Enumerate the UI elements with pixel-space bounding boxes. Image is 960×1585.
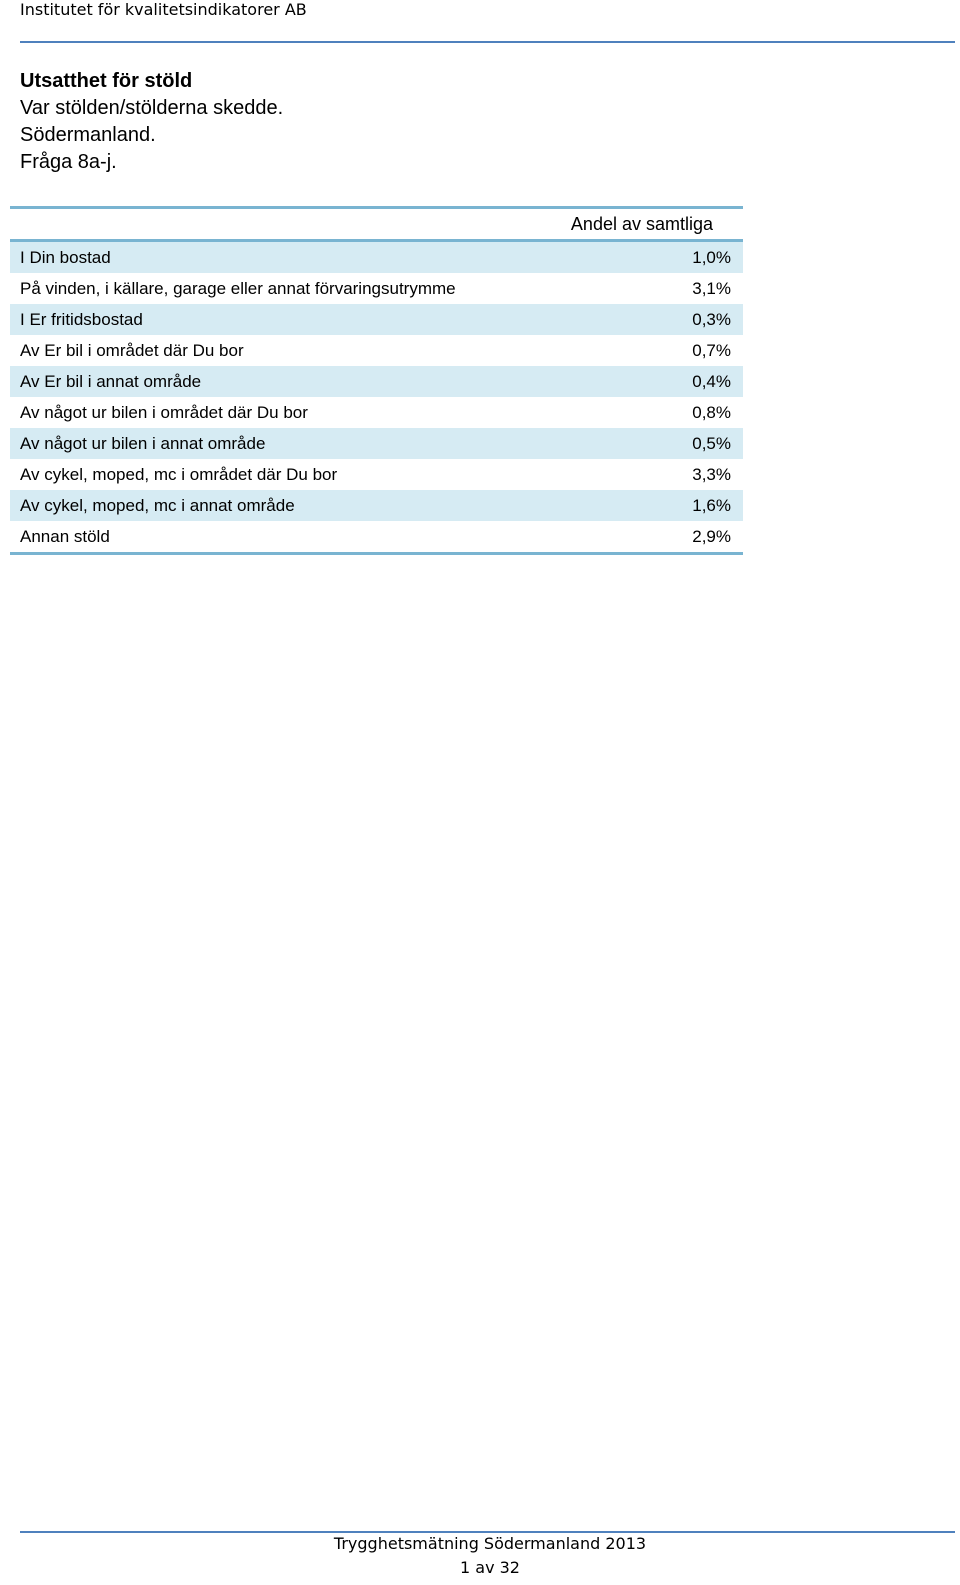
report-title: Utsatthet för stöld xyxy=(20,70,193,92)
row-value: 0,8% xyxy=(692,402,731,422)
table-row xyxy=(10,304,743,335)
report-question: Fråga 8a-j. xyxy=(20,151,117,173)
page-header: Institutet för kvalitetsindikatorer AB xyxy=(20,0,307,19)
table-header xyxy=(10,209,743,242)
results-table xyxy=(10,206,743,555)
row-label: På vinden, i källare, garage eller annat förvaringsutrymme xyxy=(20,278,456,298)
row-label: Av cykel, moped, mc i området där Du bor xyxy=(20,464,338,484)
row-label: Av något ur bilen i området där Du bor xyxy=(20,402,308,422)
table-row xyxy=(10,335,743,366)
row-label: Av cykel, moped, mc i annat område xyxy=(20,495,295,515)
row-value: 1,6% xyxy=(692,495,731,515)
report-subtitle: Var stölden/stölderna skedde. xyxy=(20,97,284,119)
row-label: Av Er bil i annat område xyxy=(20,371,202,391)
column-header: Andel av samtliga xyxy=(570,213,713,234)
row-label: Av Er bil i området där Du bor xyxy=(20,340,244,360)
title-block xyxy=(20,68,283,176)
row-label: I Din bostad xyxy=(20,247,111,267)
table-row xyxy=(10,459,743,490)
footer-title: Trygghetsmätning Södermanland 2013 xyxy=(333,1534,647,1553)
table-row xyxy=(10,521,743,552)
row-value: 2,9% xyxy=(692,526,731,546)
table-row xyxy=(10,273,743,304)
row-label: I Er fritidsbostad xyxy=(20,309,143,329)
row-value: 0,4% xyxy=(692,371,731,391)
row-value: 0,7% xyxy=(692,340,731,360)
table-row xyxy=(10,428,743,459)
report-region: Södermanland. xyxy=(20,124,156,146)
table-row xyxy=(10,490,743,521)
row-value: 0,3% xyxy=(692,309,731,329)
table-row xyxy=(10,242,743,273)
row-label: Av något ur bilen i annat område xyxy=(20,433,266,453)
row-value: 0,5% xyxy=(692,433,731,453)
table-row xyxy=(10,366,743,397)
table-row xyxy=(10,397,743,428)
row-value: 3,3% xyxy=(692,464,731,484)
row-value: 1,0% xyxy=(692,247,731,267)
table-bottom-border xyxy=(10,552,743,555)
page-number: 1 av 32 xyxy=(460,1558,520,1577)
row-value: 3,1% xyxy=(692,278,731,298)
row-label: Annan stöld xyxy=(20,526,110,546)
header-divider xyxy=(20,41,955,43)
